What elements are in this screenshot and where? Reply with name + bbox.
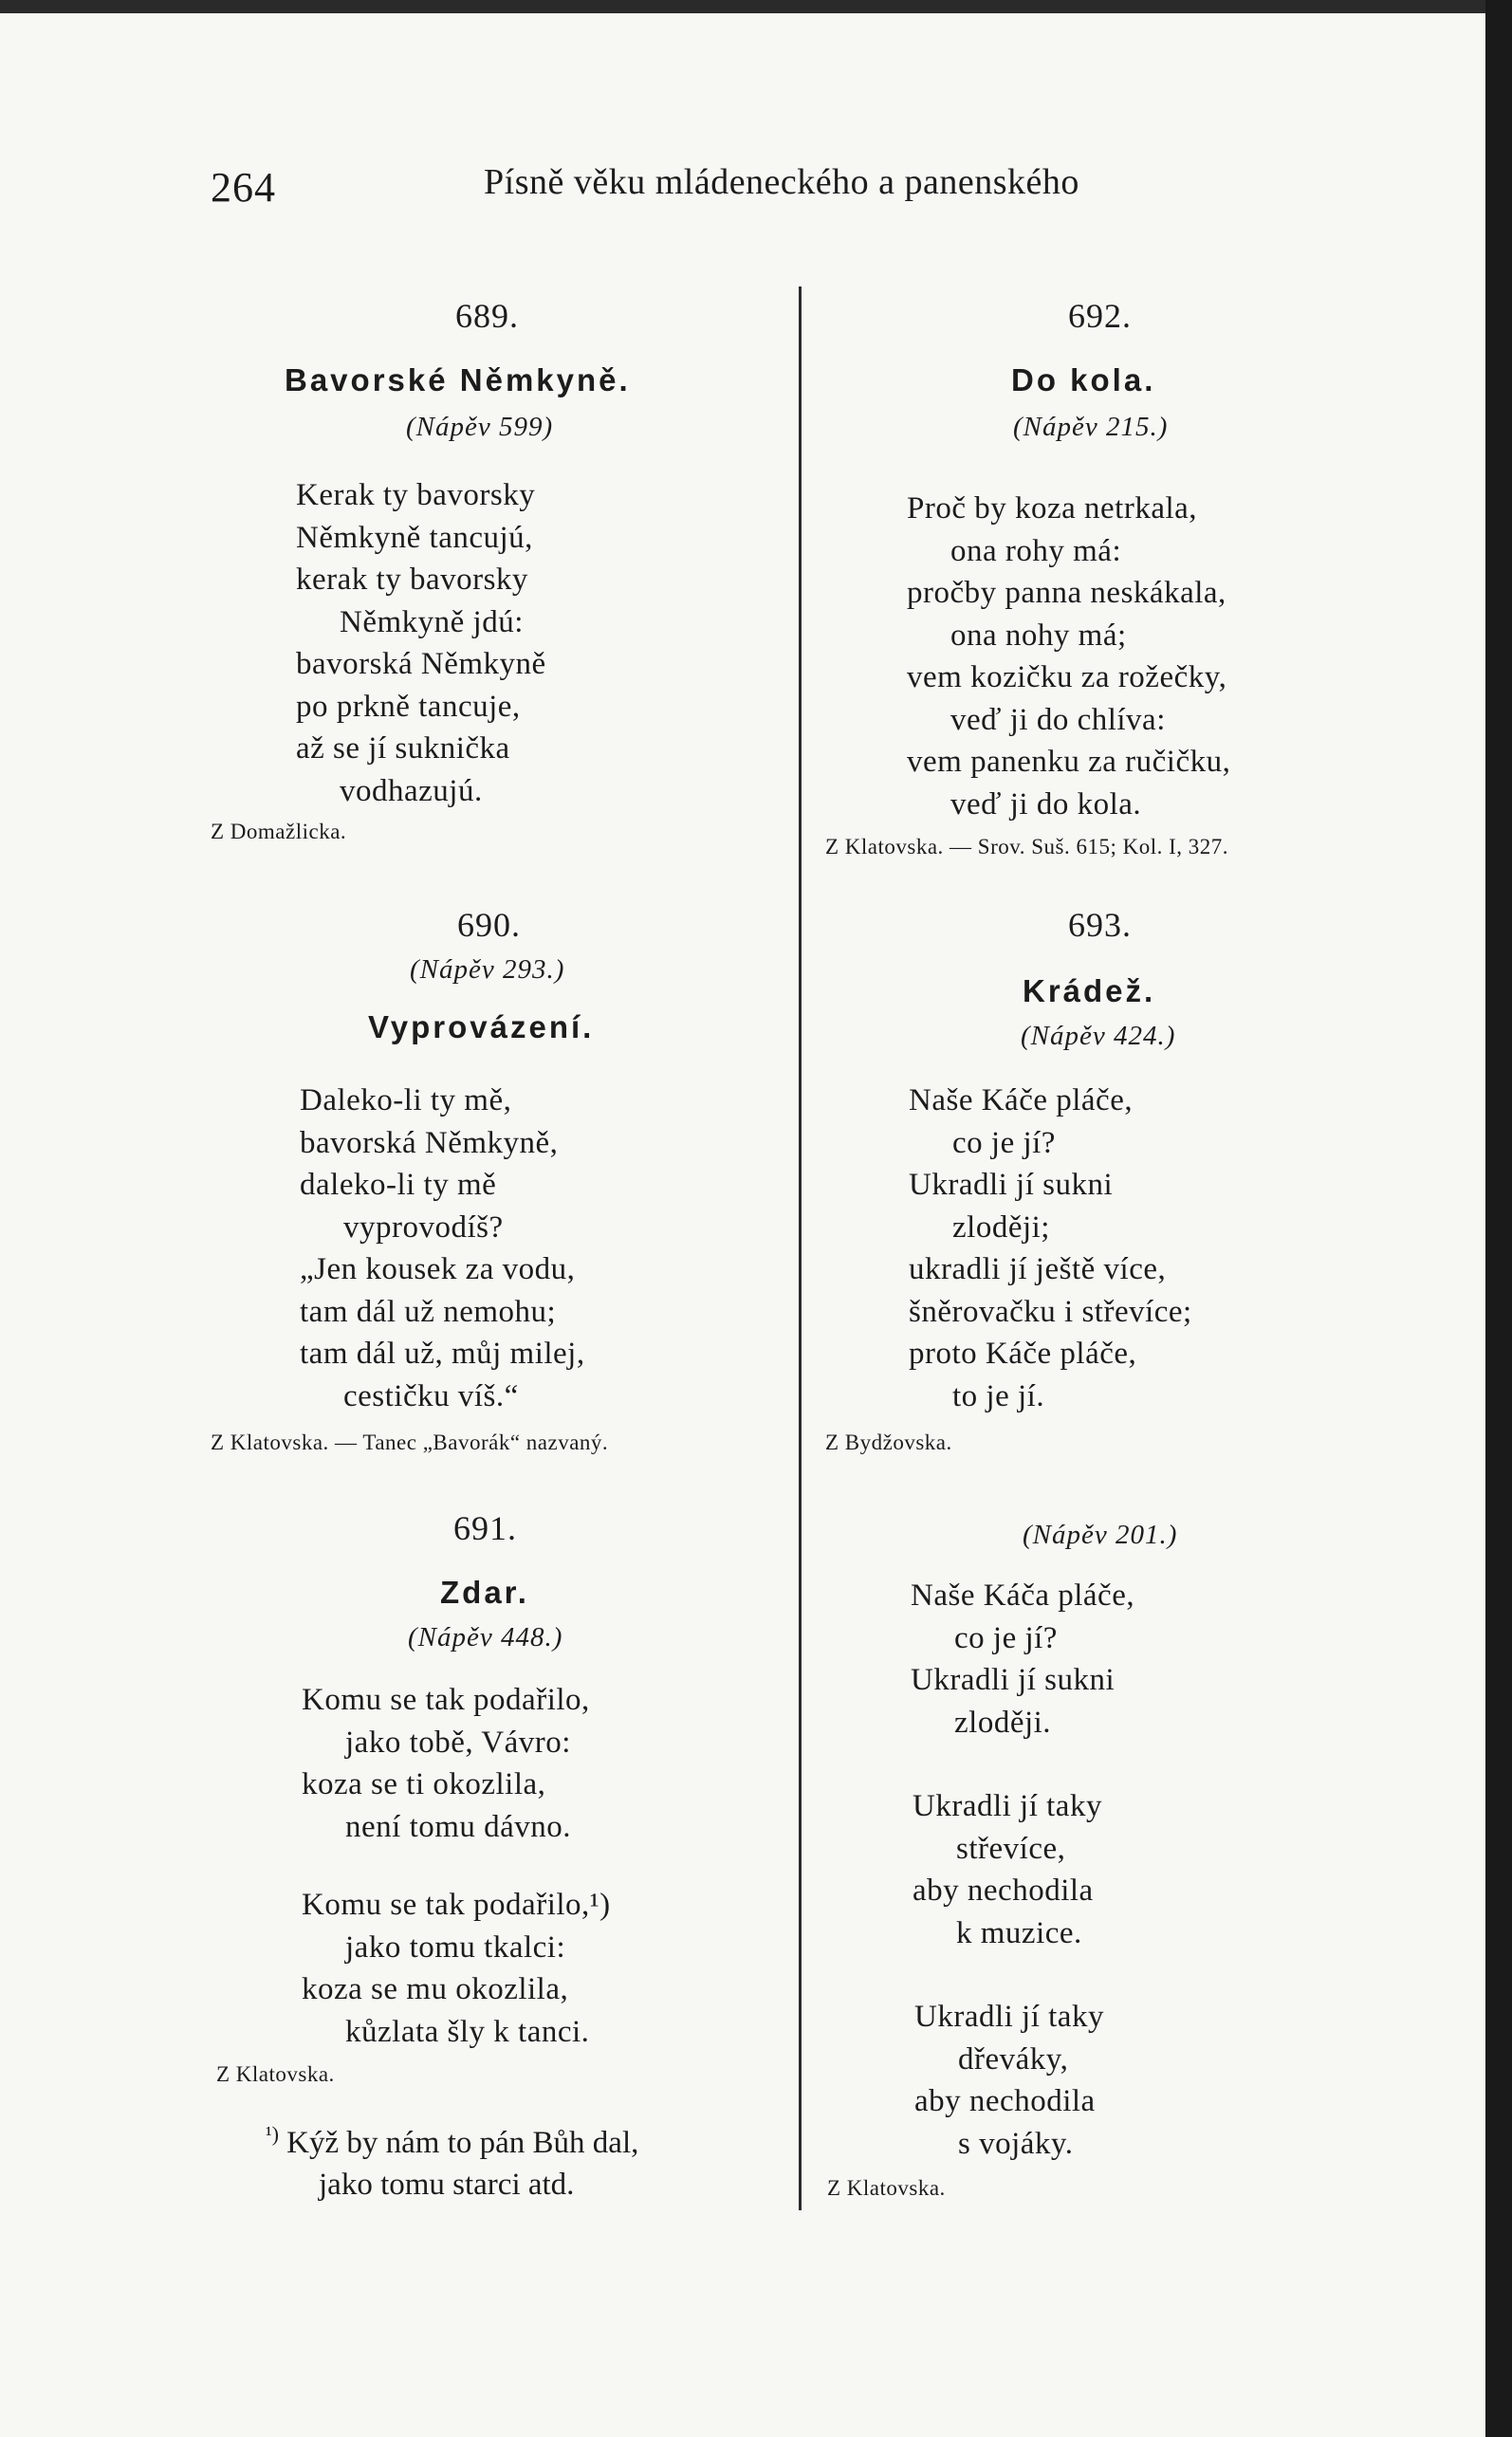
verse-line: zloději; (952, 1209, 1050, 1245)
verse-line: bavorská Němkyně, (300, 1125, 559, 1160)
verse-line: tam dál už nemohu; (300, 1294, 557, 1329)
verse-line: koza se mu okozlila, (302, 1972, 569, 2006)
verse-line: pročby panna neskákala, (907, 576, 1226, 610)
footnote-line: Kýž by nám to pán Bůh dal, (286, 2126, 639, 2160)
verse-line: veď ji do kola. (950, 786, 1142, 822)
verse-line: daleko-li ty mě (300, 1168, 497, 1202)
tune-reference: (Nápěv 424.) (1021, 1021, 1176, 1051)
verse-line: není tomu dávno. (345, 1809, 572, 1844)
verse (907, 488, 1230, 825)
verse-line: vyprovodíš? (343, 1209, 504, 1245)
song-title: Bavorské Němkyně. (285, 362, 631, 397)
song-title: Krádež. (1023, 973, 1156, 1008)
source-note: Z Klatovska. (216, 2062, 335, 2086)
verse-line: k muzice. (956, 1915, 1082, 1950)
verse-line: šněrovačku i střevíce; (909, 1294, 1192, 1329)
verse (909, 1080, 1192, 1417)
verse-line: bavorská Němkyně (296, 647, 546, 681)
verse-line: Naše Káče pláče, (909, 1083, 1134, 1117)
verse-line: Ukradli jí sukni (909, 1168, 1114, 1202)
verse (296, 474, 546, 812)
verse (300, 1080, 585, 1417)
verse-line: vem kozičku za rožečky, (907, 660, 1227, 694)
verse-line: zloději. (954, 1705, 1052, 1740)
verse-line: co je jí? (954, 1620, 1058, 1655)
verse-line: koza se ti okozlila, (302, 1767, 546, 1801)
verse-line: střevíce, (956, 1831, 1066, 1866)
verse-line: jako tomu tkalci: (345, 1929, 566, 1965)
tune-reference: (Nápěv 215.) (1013, 412, 1169, 442)
running-title: Písně věku mládeneckého a panenského (484, 162, 1079, 202)
verse-line: vodhazujú. (340, 773, 483, 808)
verse-line: kerak ty bavorsky (296, 563, 528, 597)
tune-reference: (Nápěv 448.) (408, 1622, 563, 1652)
verse-line: Naše Káča pláče, (911, 1579, 1135, 1613)
page-number: 264 (211, 164, 276, 211)
verse-line: Ukradli jí sukni (911, 1663, 1116, 1697)
tune-reference: (Nápěv 599) (406, 412, 554, 442)
verse-line: Němkyně jdú: (340, 604, 524, 639)
song-title: Zdar. (440, 1575, 529, 1610)
verse-line: aby nechodila (914, 2084, 1096, 2118)
song-number: 689. (455, 297, 519, 335)
verse-line: „Jen kousek za vodu, (300, 1252, 576, 1286)
source-note: Z Klatovska. — Tanec „Bavorák“ nazvaný. (211, 1431, 609, 1454)
song-number: 690. (457, 906, 521, 944)
verse-line: kůzlata šly k tanci. (345, 2014, 590, 2049)
verse-line: ukradli jí ještě více, (909, 1252, 1167, 1286)
verse-line: Ukradli jí taky (913, 1789, 1102, 1823)
source-note: Z Bydžovska. (825, 1431, 952, 1454)
verse-line: Proč by koza netrkala, (907, 491, 1198, 526)
verse-line: aby nechodila (913, 1874, 1094, 1908)
verse (302, 1884, 611, 2053)
song-title: Vyprovázení. (368, 1009, 595, 1044)
verse-line: proto Káče pláče, (909, 1337, 1137, 1371)
verse-line: to je jí. (952, 1378, 1045, 1413)
verse-line: tam dál už, můj milej, (300, 1337, 585, 1371)
verse-line: cestičku víš.“ (343, 1378, 519, 1413)
song-number: 691. (453, 1509, 517, 1547)
verse-line: Kerak ty bavorsky (296, 478, 536, 512)
footnote-line: jako tomu starci atd. (319, 2168, 575, 2202)
verse-line: ona nohy má; (950, 618, 1127, 653)
verse-line: po prkně tancuje, (296, 689, 521, 724)
page-header (0, 156, 1485, 212)
source-note: Z Domažlicka. (211, 820, 347, 843)
footnote (266, 2114, 638, 2206)
footnote-mark: ¹) (266, 2122, 279, 2146)
verse (302, 1679, 590, 1848)
verse-line: Ukradli jí taky (914, 2000, 1104, 2034)
verse-line: co je jí? (952, 1125, 1056, 1160)
verse (913, 1785, 1102, 1954)
book-page (0, 13, 1485, 2437)
tune-reference: (Nápěv 293.) (410, 954, 565, 985)
song-title: Do kola. (1011, 362, 1156, 397)
page-edge (1485, 0, 1512, 2437)
verse-line: veď ji do chlíva: (950, 702, 1166, 737)
verse-line: až se jí suknička (296, 731, 510, 766)
verse-line: vem panenku za ručičku, (907, 745, 1231, 779)
verse-line: Komu se tak podařilo,¹) (302, 1888, 611, 1922)
verse (914, 1996, 1104, 2165)
verse (911, 1575, 1134, 1744)
verse-line: dřeváky, (958, 2041, 1069, 2077)
verse-line: Daleko-li ty mě, (300, 1083, 512, 1117)
verse-line: jako tobě, Vávro: (345, 1725, 571, 1760)
verse-line: s vojáky. (958, 2126, 1074, 2161)
source-note: Z Klatovska. — Srov. Suš. 615; Kol. I, 327. (825, 835, 1229, 858)
verse-line: ona rohy má: (950, 533, 1122, 568)
tune-reference: (Nápěv 201.) (1023, 1520, 1178, 1550)
column-divider (799, 286, 802, 2210)
song-number: 693. (1068, 906, 1132, 944)
song-number: 692. (1068, 297, 1132, 335)
verse-line: Komu se tak podařilo, (302, 1683, 590, 1717)
source-note: Z Klatovska. (827, 2176, 946, 2200)
verse-line: Němkyně tancujú, (296, 520, 533, 555)
